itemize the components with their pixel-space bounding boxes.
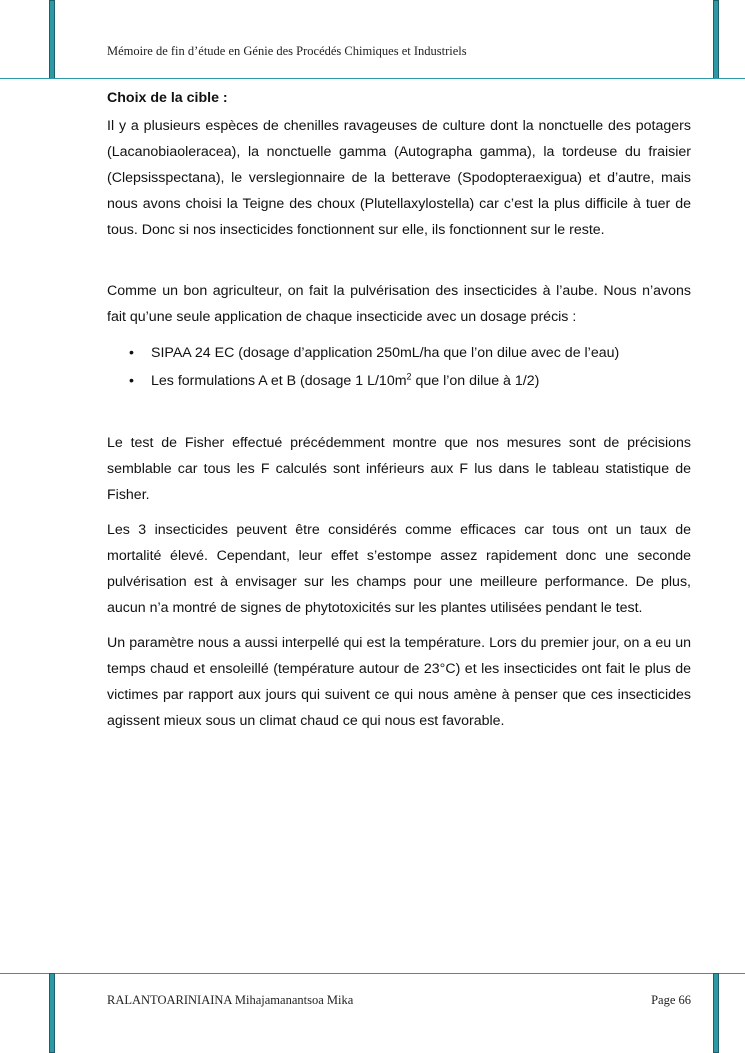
section-heading: Choix de la cible : [107, 90, 228, 106]
paragraph-application: Comme un bon agriculteur, on fait la pulvérisation des insecticides à l’aube. Nous n’avons fait qu’une seule application de chaque insecticide avec un dosage précis : [107, 283, 691, 325]
footer-rule [0, 973, 745, 974]
paragraph-target-choice: Il y a plusieurs espèces de chenilles ravageuses de culture dont la nonctuelle des potagers (Lacanobiaoleracea), la nonctuelle gamma (Autographa gamma), la tordeuse du fraisier (Clepsisspectana), le verslegionnaire de la betterave (Spodopteraexigua) et d’autre, mais nous avons choisi la Teigne des choux (Plutellaxylostella) car c’est la plus difficile à tuer de tous. Donc si nos insecticides fonctionnent sur elle, ils fonctionnent sur le reste. [107, 118, 691, 238]
page-body [107, 88, 691, 743]
paragraph-efficacy: Les 3 insecticides peuvent être considérés comme efficaces car tous ont un taux de mortalité élevé. Cependant, leur effet s’estompe assez rapidement donc une seconde pulvérisation est à envisager sur les champs pour une meilleure performance. De plus, aucun n’a montré de signes de phytotoxicités sur les plantes utilisées pendant le test. [107, 522, 691, 616]
footer-left-bar [49, 973, 55, 1053]
page-number: Page 66 [651, 993, 691, 1007]
bullet-icon: • [129, 345, 134, 361]
header-left-bar [49, 0, 55, 79]
list-item [107, 367, 691, 395]
header-rule [0, 78, 745, 79]
dosage-list [107, 339, 691, 395]
list-item-text: Les formulations A et B (dosage 1 $L/10m^2$ que l’on dilue à 1/2) [151, 371, 540, 389]
header-title: Mémoire de fin d’étude en Génie des Procédés Chimiques et Industriels [107, 44, 467, 58]
paragraph-temperature: Un paramètre nous a aussi interpellé qui est la température. Lors du premier jour, on a eu un temps chaud et ensoleillé (température autour de 23°C) et les insecticides ont fait le plus de victimes par rapport aux jours qui suivent ce qui nous amène à penser que ces insecticides agissent mieux sous un climat chaud ce qui nous est favorable. [107, 635, 691, 729]
bullet-icon: • [129, 373, 134, 389]
footer-right-bar [713, 973, 719, 1053]
list-item-text: SIPAA 24 EC (dosage d’application 250mL/ha que l’on dilue avec de l’eau) [151, 345, 620, 361]
header-right-bar [713, 0, 719, 79]
list-item [107, 339, 691, 367]
paragraph-fisher-test: Le test de Fisher effectué précédemment montre que nos mesures sont de précisions semblable car tous les F calculés sont inférieurs aux F lus dans le tableau statistique de Fisher. [107, 435, 691, 503]
footer-author: RALANTOARINIAINA Mihajamanantsoa Mika [107, 993, 354, 1007]
